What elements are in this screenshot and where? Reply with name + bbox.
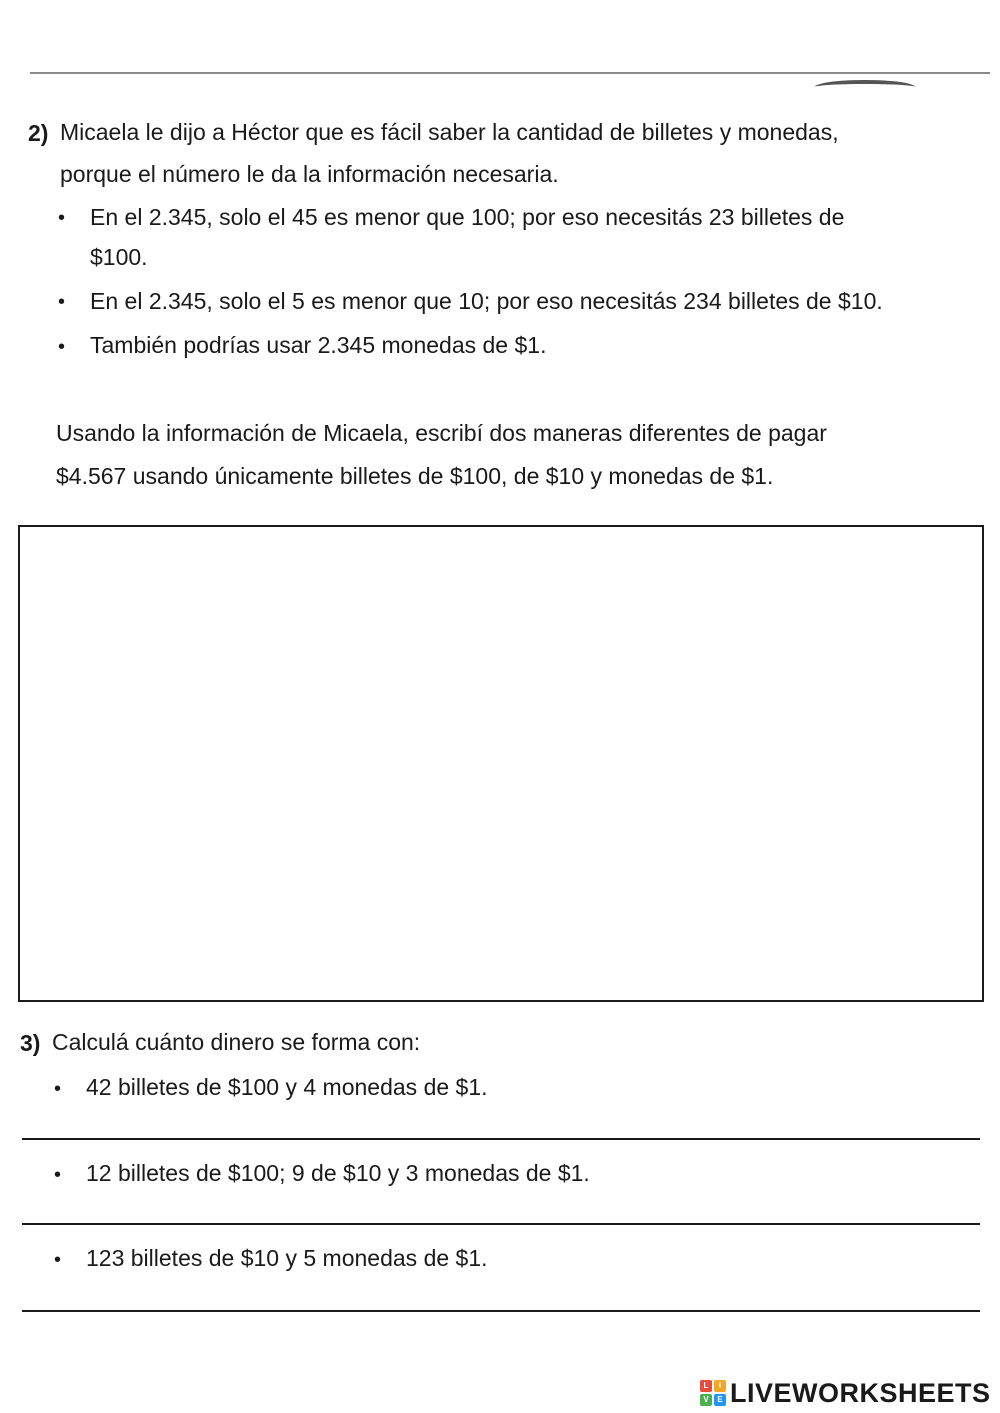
question-3-prompt: Calculá cuánto dinero se forma con: [52,1029,421,1055]
q2-bullet-1-line2: $100. [90,244,148,270]
q2-instruction-line2: $4.567 usando únicamente billetes de $100, de $10 y monedas de $1. [56,463,774,489]
scan-smudge [815,80,915,94]
liveworksheets-logo-text: LIVEWORKSHEETS [730,1377,991,1408]
q2-instruction-line1: Usando la información de Micaela, escribí dos maneras diferentes de pagar [56,420,827,446]
question-3-number: 3) [20,1030,41,1056]
q3-answer-line-1[interactable] [22,1138,980,1140]
logo-tile-l: L [700,1380,712,1392]
q2-answer-box[interactable] [18,525,984,1002]
q2-bullet-3: También podrías usar 2.345 monedas de $1. [90,332,547,358]
liveworksheets-logo-icon [700,1380,726,1406]
q3-item-1: 42 billetes de $100 y 4 monedas de $1. [86,1074,488,1100]
top-divider [30,72,990,74]
bullet-icon: • [58,336,66,358]
q3-item-2: 12 billetes de $100; 9 de $10 y 3 monedas de $1. [86,1160,590,1186]
q3-answer-line-3[interactable] [22,1310,980,1312]
liveworksheets-logo [700,1377,991,1409]
logo-tile-e: E [714,1394,726,1406]
bullet-icon: • [54,1164,62,1186]
logo-tile-v: V [700,1394,712,1406]
q3-item-3: 123 billetes de $10 y 5 monedas de $1. [86,1245,488,1271]
q3-answer-line-2[interactable] [22,1223,980,1225]
bullet-icon: • [54,1078,62,1100]
q2-bullet-1-line1: En el 2.345, solo el 45 es menor que 100; por eso necesitás 23 billetes de [90,204,845,230]
logo-tile-i: I [714,1380,726,1392]
question-2-number: 2) [28,120,49,146]
q2-bullet-2: En el 2.345, solo el 5 es menor que 10; por eso necesitás 234 billetes de $10. [90,288,883,314]
bullet-icon: • [58,291,66,313]
question-2-text-line1: Micaela le dijo a Héctor que es fácil saber la cantidad de billetes y monedas, [60,119,839,145]
bullet-icon: • [54,1249,62,1271]
bullet-icon: • [58,207,66,229]
question-2-text-line2: porque el número le da la información necesaria. [60,161,559,187]
